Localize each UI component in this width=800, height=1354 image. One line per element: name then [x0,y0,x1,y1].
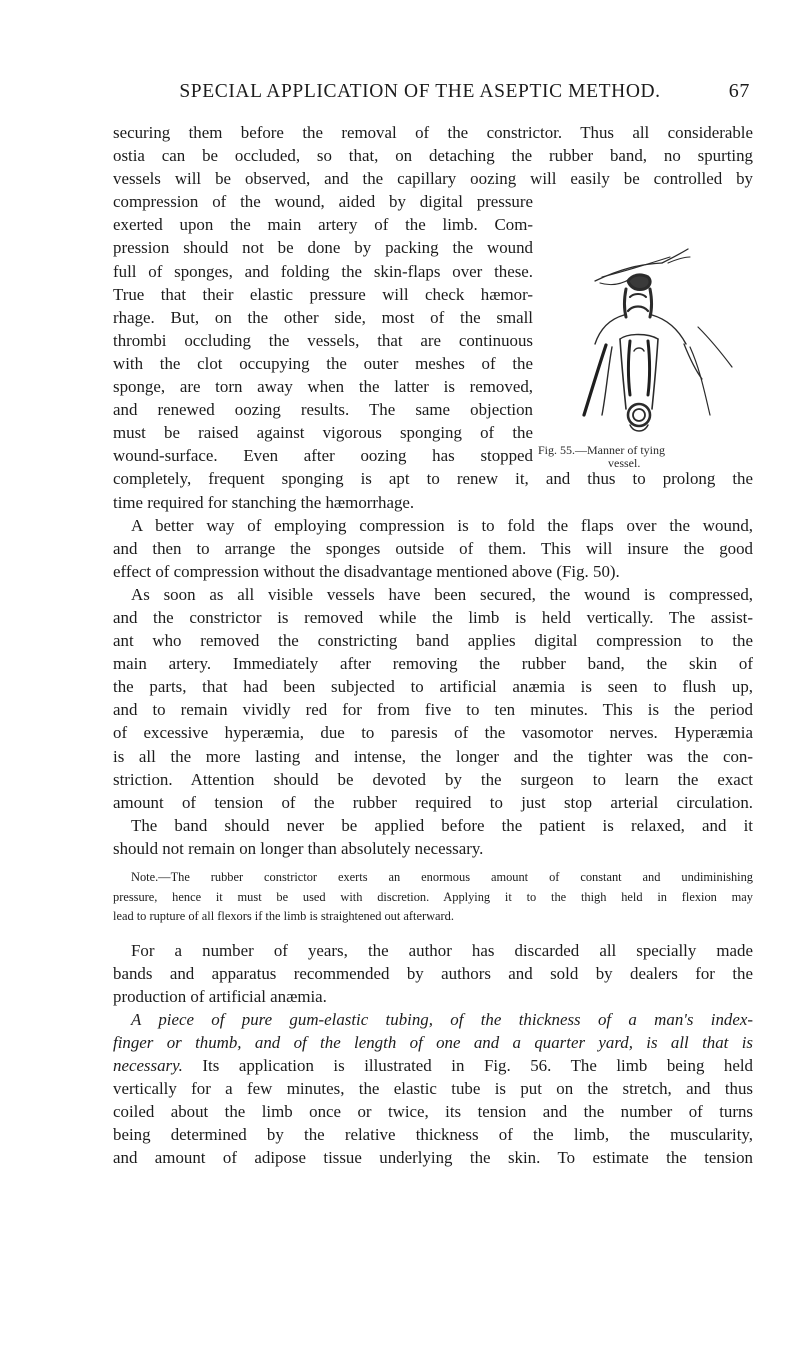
text-line: vertically for a few minutes, the elastic tube is put on the stretch, and thus [113,1079,753,1099]
text-line: with the clot occupying the outer meshes of the [113,353,533,373]
text-line: is all the more lasting and intense, the longer and the tighter was the con- [113,746,753,766]
caption-line: Fig. 55.—Manner of tying [538,443,665,457]
text-line: and to remain vividly red for from five to ten minutes. This is the period [113,700,753,720]
header-title: SPECIAL APPLICATION OF THE ASEPTIC METHOD. [179,81,661,102]
text-line: pression should not be done by packing the wound [113,238,533,258]
text-line: the parts, that had been subjected to artificial anæmia is seen to flush up, [113,677,753,697]
note-line: Note.—The rubber constrictor exerts an enormous amount of constant and undiminishing [131,870,753,884]
text-line [113,1031,753,1054]
text-line: amount of tension of the rubber required to just stop arterial circulation. [113,792,753,812]
text-line: effect of compression without the disadvantage mentioned above (Fig. 50). [113,561,620,581]
italic-text: finger or thumb, and of the length of one and a quarter yard, is all that is [113,1032,753,1052]
text-line: sponge, are torn away when the latter is removed, [113,377,533,397]
text-span: Its application is illustrated in Fig. 56. The limb being held [182,1055,753,1075]
text-line: For a number of years, the author has discarded all specially made [131,940,753,960]
note-line: pressure, hence it must be used with discretion. Applying it to the thigh held in flexion may [113,889,753,904]
text-line: exerted upon the main artery of the limb. Com- [113,215,533,235]
text-line: should not remain on longer than absolutely necessary. [113,838,484,858]
text-line: compression of the wound, aided by digital pressure [113,192,533,212]
text-line: and renewed oozing results. The same objection [113,400,533,420]
text-line [113,1008,753,1031]
text-line: must be raised against vigorous sponging of the [113,423,533,443]
text-line: As soon as all visible vessels have been secured, the wound is compressed, [131,584,753,604]
note-line: lead to rupture of all flexors if the limb is straightened out afterward. [113,909,454,923]
text-line: A better way of employing compression is to fold the flaps over the wound, [131,515,753,535]
text-line: and the constrictor is removed while the limb is held vertically. The assist- [113,607,753,627]
text-line: True that their elastic pressure will check hæmor- [113,284,533,304]
caption-line: vessel. [608,456,641,470]
text-line: The band should never be applied before the patient is relaxed, and it [131,815,753,835]
running-header [120,80,750,110]
text-line: coiled about the limb once or twice, its tension and the number of turns [113,1102,753,1122]
text-line: full of sponges, and folding the skin-flaps over these. [113,261,533,281]
text-line: ostia can be occluded, so that, on detaching the rubber band, no spurting [113,146,753,166]
text-line: time required for stanching the hæmorrhage. [113,492,415,512]
text-line: bands and apparatus recommended by authors and sold by dealers for the [113,963,753,983]
body-text [113,121,753,1169]
text-line: securing them before the removal of the constrictor. Thus all considerable [113,123,753,142]
page-number: 67 [728,80,750,102]
text-line: striction. Attention should be devoted by the surgeon to learn the exact [113,769,753,789]
text-line: and then to arrange the sponges outside of them. This will insure the good [113,538,753,558]
text-line [113,1054,753,1077]
text-line: being determined by the relative thickness of the limb, the muscularity, [113,1125,753,1145]
text-line: wound-surface. Even after oozing has stopped [113,446,533,466]
text-line: of excessive hyperæmia, due to paresis of the vasomotor nerves. Hyperæmia [113,723,753,743]
text-line: and amount of adipose tissue underlying the skin. To estimate the tension [113,1148,753,1168]
italic-text: necessary. [113,1055,183,1075]
text-line: vessels will be observed, and the capillary oozing will easily be controlled by [113,169,753,189]
italic-text: A piece of pure gum-elastic tubing, of the thickness of a man's index- [131,1009,753,1029]
text-line: ant who removed the constricting band applies digital compression to the [113,631,753,651]
text-line: thrombi occluding the vessels, that are continuous [113,330,533,350]
text-line: completely, frequent sponging is apt to renew it, and thus to prolong the [113,469,753,489]
text-line: rhage. But, on the other side, most of the small [113,307,533,327]
text-line: production of artificial anæmia. [113,986,327,1006]
text-line: main artery. Immediately after removing the rubber band, the skin of [113,654,753,674]
